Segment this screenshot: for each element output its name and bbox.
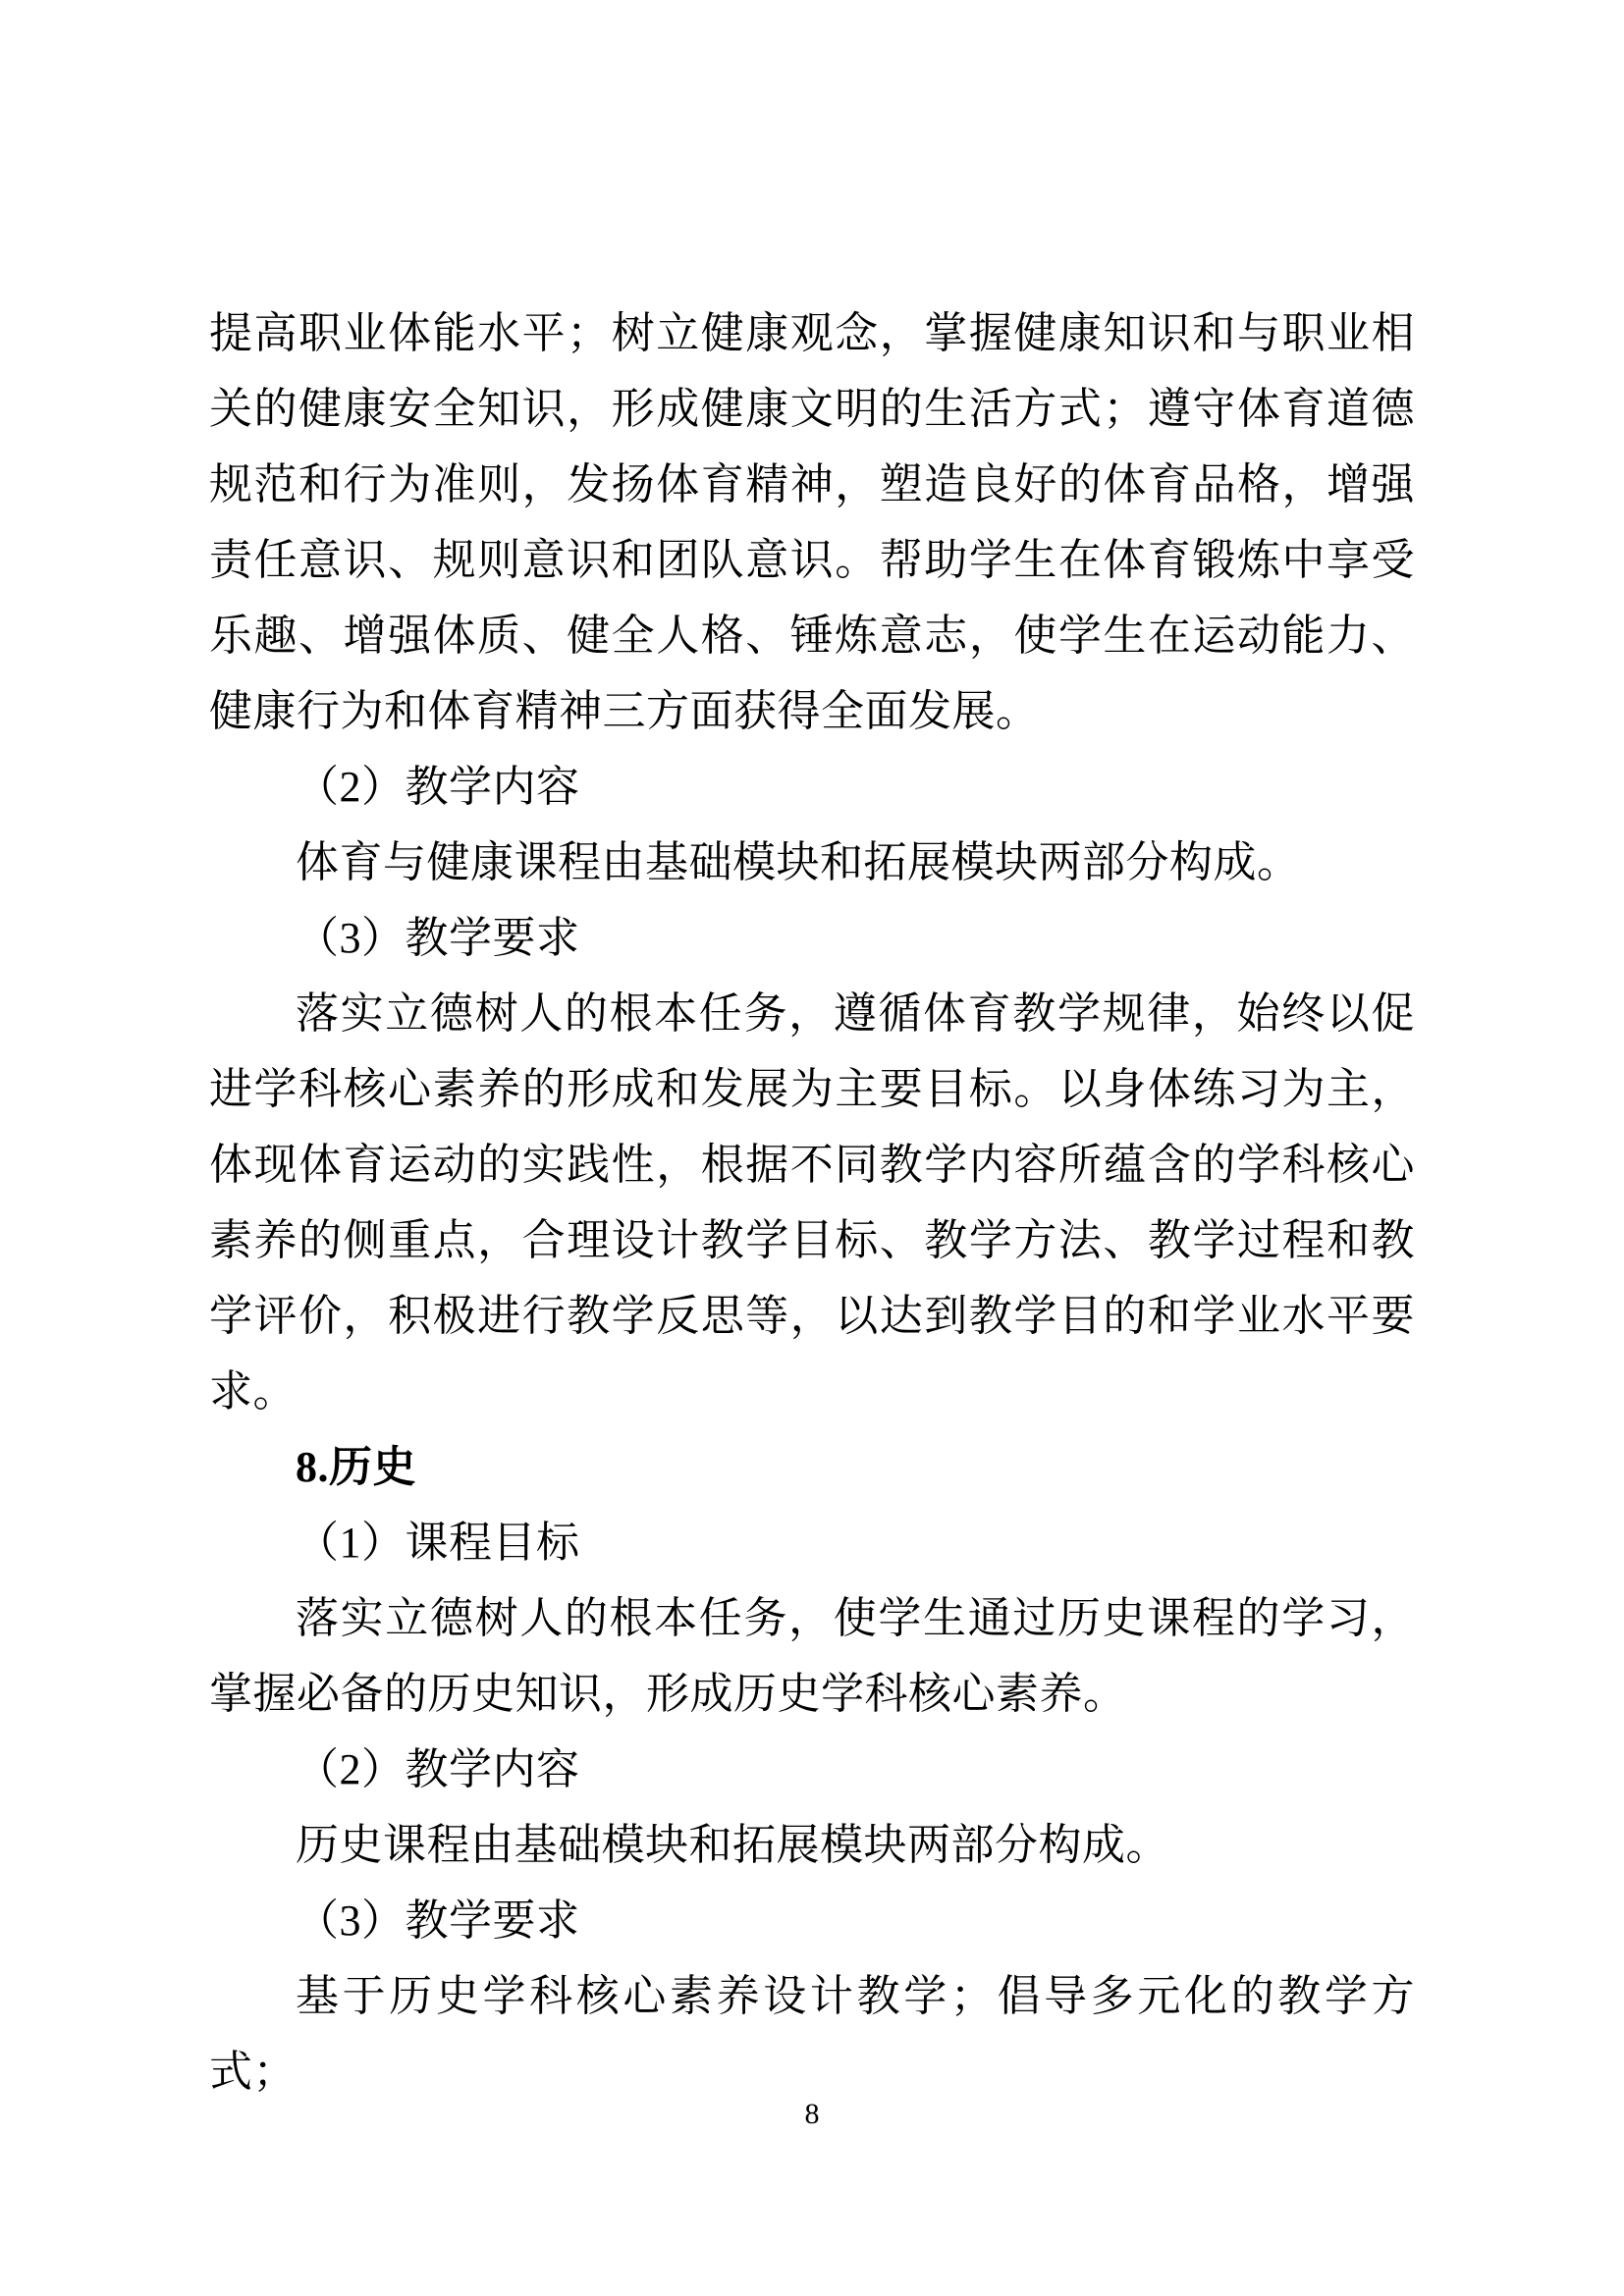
paragraph-history-course-goals-label: （1）课程目标: [296, 1519, 580, 1567]
paragraph-history-teaching-content-body: 历史课程由基础模块和拓展模块两部分构成。: [296, 1821, 1169, 1869]
paragraph-history-teaching-requirements-body: 基于历史学科核心素养设计教学；倡导多元化的教学方式；: [209, 1972, 1415, 2096]
paragraph-pe-teaching-requirements-label: （3）教学要求: [296, 914, 580, 962]
paragraph-pe-teaching-requirements-body: 落实立德树人的根本任务，遵循体育教学规律，始终以促进学科核心素养的形成和发展为主要目标。以身体练习为主，体现体育运动的实践性，根据不同教学内容所蕴含的学科核心素养的侧重点，合理设计教学目标、教学方法、教学过程和教学评价，积极进行教学反思等，以达到教学目的和学业水平要求。: [209, 989, 1415, 1415]
page-number: 8: [804, 2098, 820, 2130]
paragraph-history-course-goals-body: 落实立德树人的根本任务，使学生通过历史课程的学习，掌握必备的历史知识，形成历史学科核心素养。: [209, 1594, 1415, 1718]
body-text: [209, 295, 1415, 2109]
paragraph-history-teaching-content-label: （2）教学内容: [296, 1745, 580, 1793]
paragraph-pe-teaching-content-label: （2）教学内容: [296, 763, 580, 811]
paragraph-pe-goals-continued: 提高职业体能水平；树立健康观念，掌握健康知识和与职业相关的健康安全知识，形成健康文明的生活方式；遵守体育道德规范和行为准则，发扬体育精神，塑造良好的体育品格，增强责任意识、规则意识和团队意识。帮助学生在体育锻炼中享受乐趣、增强体质、健全人格、锤炼意志，使学生在运动能力、健康行为和体育精神三方面获得全面发展。: [209, 309, 1415, 735]
paragraph-pe-teaching-content-body: 体育与健康课程由基础模块和拓展模块两部分构成。: [296, 838, 1301, 886]
section-heading-history: 8.历史: [296, 1443, 416, 1491]
paragraph-history-teaching-requirements-label: （3）教学要求: [296, 1896, 580, 1945]
